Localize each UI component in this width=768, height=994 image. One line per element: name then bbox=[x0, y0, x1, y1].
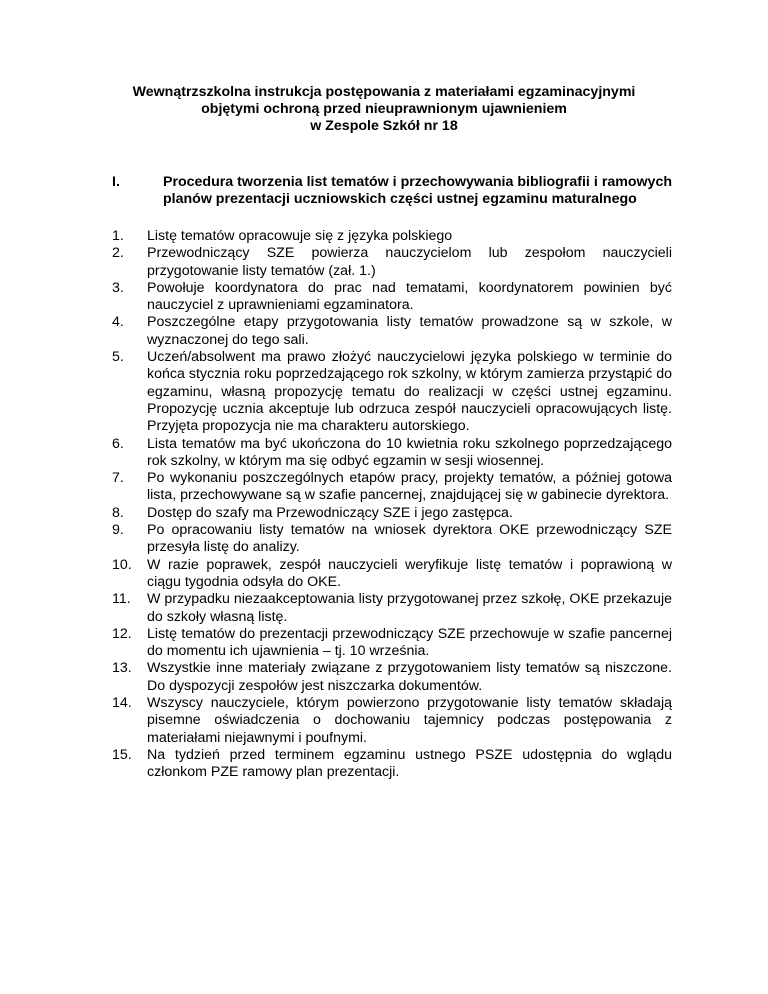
list-item-text: Przewodniczący SZE powierza nauczycielom lub zespołom nauczycieli przygotowanie listy tematów (zał. 1.) bbox=[147, 245, 672, 279]
list-item bbox=[112, 470, 672, 505]
list-item-number: 5. bbox=[112, 349, 124, 366]
title-line-2: objętymi ochroną przed nieuprawnionym ujawnieniem bbox=[201, 101, 567, 117]
list-item-number: 10. bbox=[112, 556, 132, 573]
list-item bbox=[112, 314, 672, 349]
list-item-text: Uczeń/absolwent ma prawo złożyć nauczycielowi języka polskiego w terminie do końca stycznia roku poprzedzającego rok szkolny, w którym zamierza przystąpić do egzaminu, własną propozycję tematu do realizacji w części ustnej egzaminu. Propozycję ucznia akceptuje lub odrzuca zespół nauczycieli opracowujących listę. Przyjęta propozycja nie ma charakteru autorskiego. bbox=[147, 349, 672, 435]
list-item-text: Po wykonaniu poszczególnych etapów pracy, projekty tematów, a później gotowa lista, przechowywane są w szafie pancernej, znajdującej się w gabinecie dyrektora. bbox=[147, 470, 672, 504]
list-item-number: 9. bbox=[112, 522, 124, 539]
list-item-number: 2. bbox=[112, 245, 124, 262]
list-item bbox=[112, 228, 672, 245]
list-item bbox=[112, 280, 672, 315]
list-item-number: 13. bbox=[112, 660, 132, 677]
list-item-text: Listę tematów opracowuje się z języka polskiego bbox=[147, 228, 453, 244]
list-item-text: W przypadku niezaakceptowania listy przygotowanej przez szkołę, OKE przekazuje do szkoły własną listę. bbox=[147, 591, 672, 625]
list-item-number: 11. bbox=[112, 591, 131, 608]
list-item bbox=[112, 591, 672, 626]
list-item-text: Wszystkie inne materiały związane z przygotowaniem listy tematów są niszczone. Do dyspozycji zespołów jest niszczarka dokumentów. bbox=[147, 660, 672, 694]
list-item bbox=[112, 436, 672, 471]
procedure-list bbox=[112, 228, 672, 782]
list-item-text: W razie poprawek, zespół nauczycieli weryfikuje listę tematów i poprawioną w ciągu tygodnia odsyła do OKE. bbox=[147, 556, 672, 590]
list-item-number: 3. bbox=[112, 279, 124, 296]
list-item-text: Listę tematów do prezentacji przewodniczący SZE przechowuje w szafie pancernej do momentu ich ujawnienia – tj. 10 września. bbox=[147, 625, 672, 660]
list-item-number: 4. bbox=[112, 314, 124, 331]
list-item bbox=[112, 557, 672, 592]
list-item-text: Poszczególne etapy przygotowania listy tematów prowadzone są w szkole, w wyznaczonej do tego sali. bbox=[147, 314, 672, 348]
list-item-number: 1. bbox=[112, 228, 124, 244]
list-item-text: Dostęp do szafy ma Przewodniczący SZE i jego zastępca. bbox=[147, 504, 513, 521]
list-item-text: Powołuje koordynatora do prac nad tematami, koordynatorem powinien być nauczyciel z uprawnieniami egzaminatora. bbox=[147, 279, 672, 314]
list-item bbox=[112, 522, 672, 557]
list-item bbox=[112, 747, 672, 782]
title-line-3: w Zespole Szkół nr 18 bbox=[310, 118, 458, 134]
document-title bbox=[96, 84, 672, 135]
list-item bbox=[112, 505, 672, 522]
list-item bbox=[112, 245, 672, 280]
section-number: I. bbox=[112, 174, 120, 190]
list-item-number: 14. bbox=[112, 695, 132, 712]
list-item-number: 15. bbox=[112, 746, 132, 763]
list-item bbox=[112, 626, 672, 661]
list-item-number: 12. bbox=[112, 625, 132, 642]
list-item bbox=[112, 349, 672, 435]
list-item-text: Lista tematów ma być ukończona do 10 kwietnia roku szkolnego poprzedzającego rok szkolny, w którym ma się odbyć egzamin w sesji wiosennej. bbox=[147, 435, 672, 469]
list-item-text: Na tydzień przed terminem egzaminu ustnego PSZE udostępnia do wglądu członkom PZE ramowy plan prezentacji. bbox=[147, 746, 672, 781]
list-item bbox=[112, 660, 672, 695]
title-line-1: Wewnątrzszkolna instrukcja postępowania z materiałami egzaminacyjnymi bbox=[132, 84, 636, 100]
list-item-text: Wszyscy nauczyciele, którym powierzono przygotowanie listy tematów składają pisemne oświadczenia o dochowaniu tajemnicy podczas postępowania z materiałami niejawnymi i poufnymi. bbox=[147, 695, 672, 746]
list-item-number: 7. bbox=[112, 470, 124, 487]
section-heading: Procedura tworzenia list tematów i przechowywania bibliografii i ramowych planów prezentacji uczniowskich części ustnej egzaminu maturalnego bbox=[163, 174, 672, 207]
list-item-text: Po opracowaniu listy tematów na wniosek dyrektora OKE przewodniczący SZE przesyła listę do analizy. bbox=[147, 522, 672, 556]
list-item bbox=[112, 695, 672, 747]
list-item-number: 6. bbox=[112, 435, 124, 452]
section-header bbox=[112, 174, 672, 208]
list-item-number: 8. bbox=[112, 504, 124, 521]
